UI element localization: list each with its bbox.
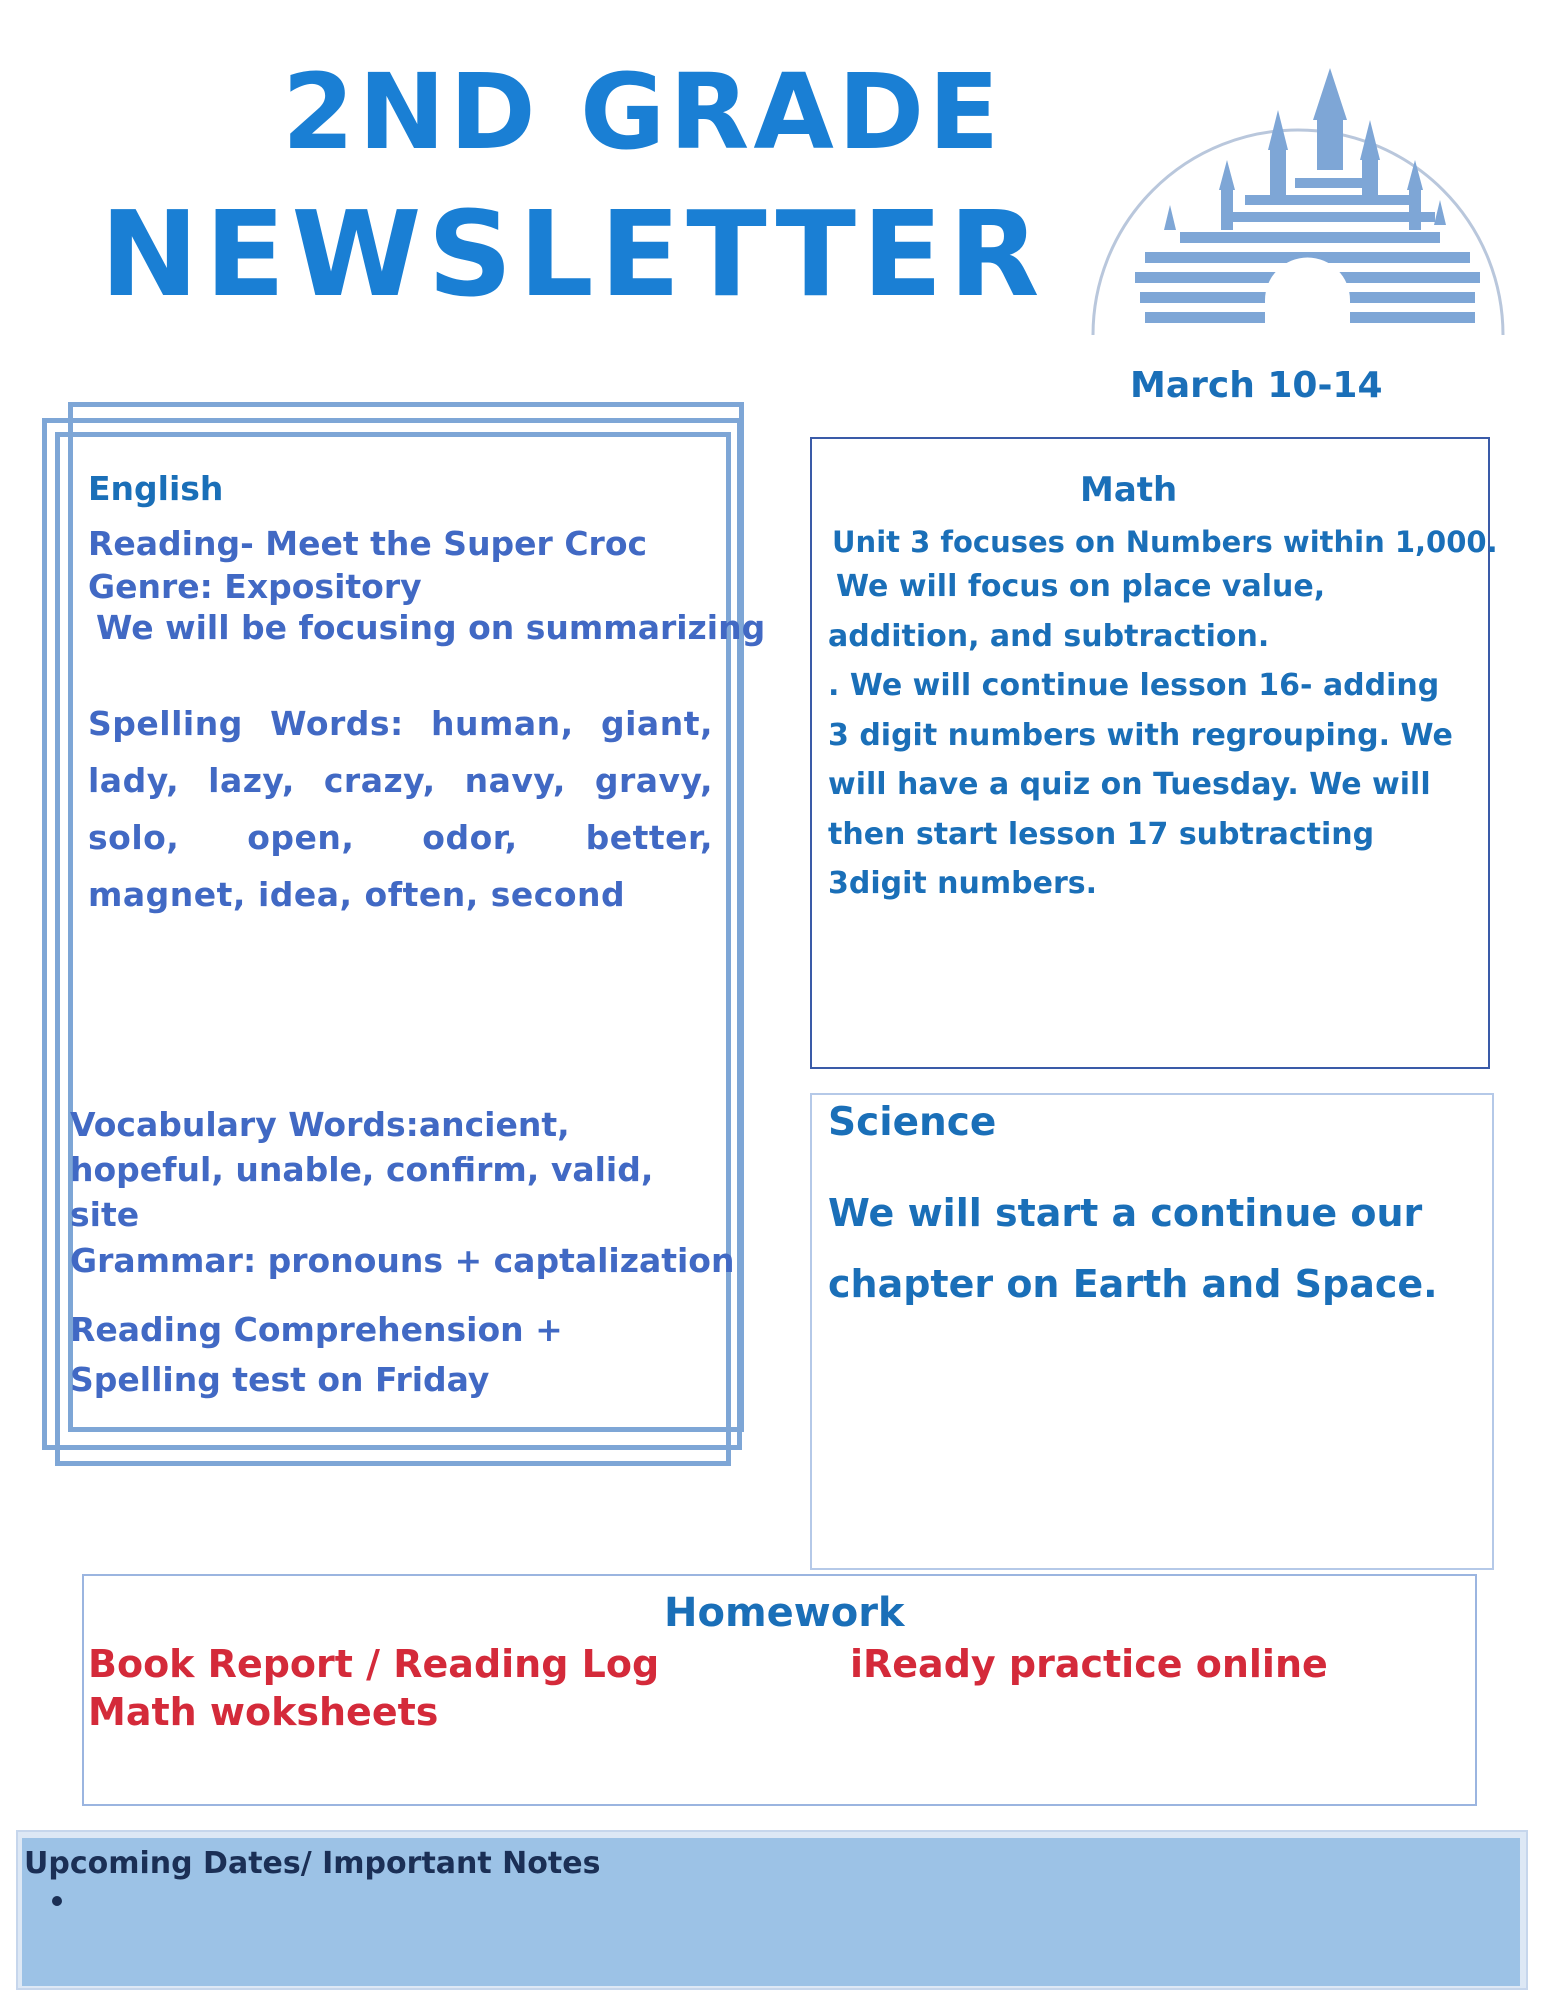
math-unit: Unit 3 focuses on Numbers within 1,000. bbox=[832, 525, 1498, 559]
science-body: We will start a continue our chapter on Earth and Space. bbox=[828, 1191, 1438, 1306]
newsletter-title-line-1: 2ND GRADE bbox=[282, 51, 1004, 173]
homework-item: Math woksheets bbox=[88, 1690, 439, 1734]
math-heading: Math bbox=[1080, 470, 1178, 510]
english-genre: Genre: Expository bbox=[88, 567, 422, 606]
science-heading: Science bbox=[828, 1100, 997, 1145]
math-body bbox=[828, 562, 1468, 909]
english-focus: We will be focusing on summarizing bbox=[96, 608, 766, 647]
english-heading: English bbox=[88, 469, 224, 508]
science-box bbox=[810, 1093, 1494, 1570]
math-lessons: . We will continue lesson 16- adding 3 digit numbers with regrouping. We will have a quiz on Tuesday. We will then start lesson 17 subtracting 3digit numbers. bbox=[828, 668, 1453, 901]
homework-item: Book Report / Reading Log bbox=[88, 1642, 660, 1686]
math-focus: We will focus on place value, addition, and subtraction. bbox=[828, 569, 1326, 654]
spelling-words: Spelling Words: human, giant, lady, lazy, crazy, navy, gravy, solo, open, odor, better, magnet, idea, often, second bbox=[88, 704, 713, 914]
homework-item: iReady practice online bbox=[850, 1642, 1328, 1686]
bullet-icon bbox=[52, 1896, 62, 1906]
vocabulary-words: Vocabulary Words:ancient, hopeful, unable, confirm, valid, site bbox=[70, 1105, 654, 1234]
english-reading: Reading- Meet the Super Croc bbox=[88, 524, 648, 563]
upcoming-heading: Upcoming Dates/ Important Notes bbox=[24, 1846, 601, 1881]
castle-icon bbox=[1085, 50, 1515, 360]
date-range: March 10-14 bbox=[1130, 365, 1383, 406]
homework-heading: Homework bbox=[664, 1590, 905, 1636]
grammar-topic: Grammar: pronouns + captalization bbox=[70, 1241, 735, 1280]
comprehension-test: Reading Comprehension + Spelling test on Friday bbox=[70, 1310, 563, 1399]
newsletter-title-line-2: NEWSLETTER bbox=[100, 185, 1046, 323]
